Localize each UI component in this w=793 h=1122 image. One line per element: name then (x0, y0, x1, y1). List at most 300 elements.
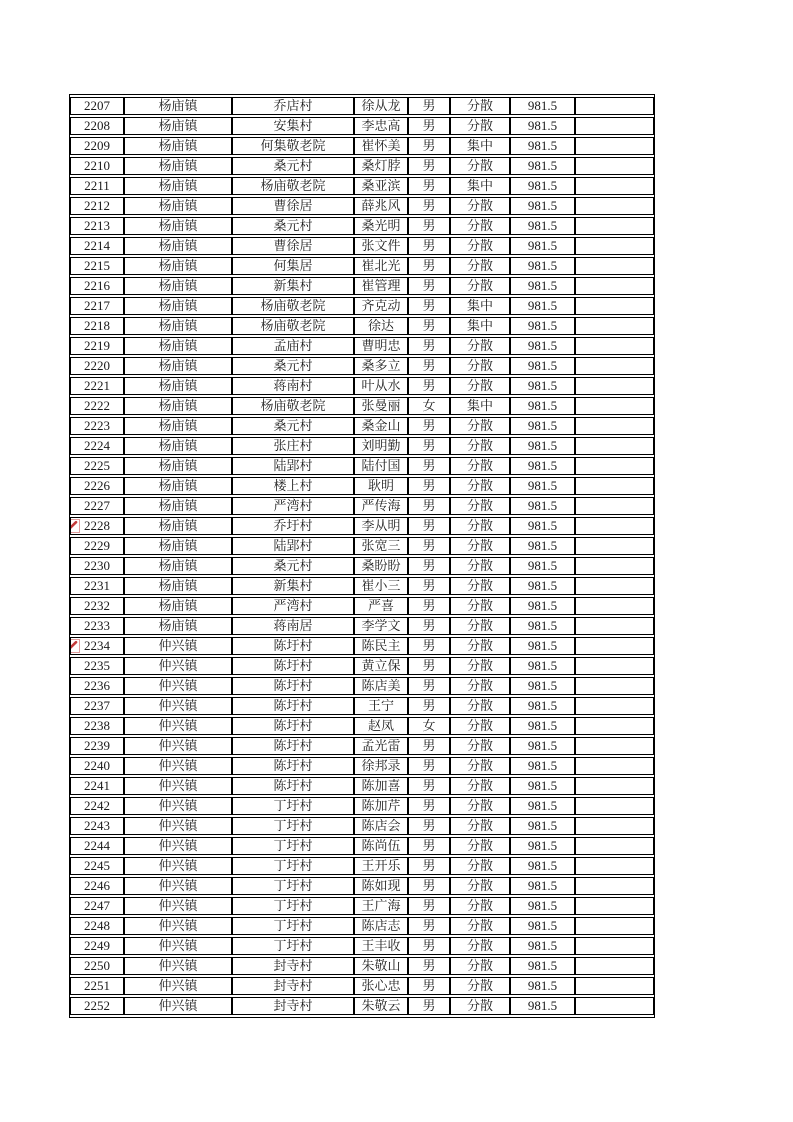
cell-name: 桑多立 (354, 357, 408, 375)
cell-method: 分散 (450, 697, 510, 715)
cell-gender: 男 (408, 377, 450, 395)
cell-town: 仲兴镇 (124, 657, 232, 675)
cell-gender: 男 (408, 157, 450, 175)
cell-village: 陈圩村 (232, 717, 354, 735)
cell-town: 杨庙镇 (124, 297, 232, 315)
cell-town: 杨庙镇 (124, 497, 232, 515)
cell-town: 杨庙镇 (124, 617, 232, 635)
cell-village: 陈圩村 (232, 637, 354, 655)
cell-note (575, 377, 654, 395)
cell-town: 杨庙镇 (124, 157, 232, 175)
cell-town: 杨庙镇 (124, 257, 232, 275)
cell-name: 耿明 (354, 477, 408, 495)
cell-note (575, 697, 654, 715)
table-row (70, 717, 654, 735)
cell-id: 2249 (70, 937, 124, 955)
table-row (70, 917, 654, 935)
cell-name: 齐克动 (354, 297, 408, 315)
cell-method: 分散 (450, 157, 510, 175)
cell-id: 2230 (70, 557, 124, 575)
cell-village: 丁圩村 (232, 857, 354, 875)
cell-note (575, 177, 654, 195)
cell-name: 徐邦录 (354, 757, 408, 775)
cell-name: 崔管理 (354, 277, 408, 295)
cell-gender: 男 (408, 197, 450, 215)
table-row (70, 277, 654, 295)
table-row (70, 317, 654, 335)
cell-amount: 981.5 (510, 197, 575, 215)
cell-town: 杨庙镇 (124, 117, 232, 135)
cell-town: 杨庙镇 (124, 197, 232, 215)
cell-gender: 男 (408, 837, 450, 855)
cell-town: 杨庙镇 (124, 477, 232, 495)
cell-name: 徐从龙 (354, 97, 408, 115)
cell-note (575, 577, 654, 595)
cell-gender: 男 (408, 297, 450, 315)
cell-village: 陆郢村 (232, 457, 354, 475)
cell-name: 赵凤 (354, 717, 408, 735)
cell-id: 2208 (70, 117, 124, 135)
cell-name: 陈店志 (354, 917, 408, 935)
table-row (70, 397, 654, 415)
cell-method: 分散 (450, 837, 510, 855)
cell-id: 2248 (70, 917, 124, 935)
cell-method: 分散 (450, 517, 510, 535)
cell-amount: 981.5 (510, 217, 575, 235)
cell-id: 2209 (70, 137, 124, 155)
cell-gender: 男 (408, 137, 450, 155)
cell-id: 2231 (70, 577, 124, 595)
cell-town: 杨庙镇 (124, 537, 232, 555)
cell-note (575, 637, 654, 655)
cell-village: 桑元村 (232, 217, 354, 235)
cell-village: 何集敬老院 (232, 137, 354, 155)
cell-gender: 女 (408, 717, 450, 735)
cell-amount: 981.5 (510, 597, 575, 615)
cell-id: 2242 (70, 797, 124, 815)
cell-note (575, 877, 654, 895)
cell-name: 崔怀美 (354, 137, 408, 155)
cell-gender: 男 (408, 797, 450, 815)
cell-method: 分散 (450, 617, 510, 635)
cell-name: 王宁 (354, 697, 408, 715)
table-row (70, 797, 654, 815)
cell-village: 丁圩村 (232, 937, 354, 955)
cell-name: 陈加喜 (354, 777, 408, 795)
cell-id: 2210 (70, 157, 124, 175)
cell-note (575, 477, 654, 495)
cell-gender: 男 (408, 577, 450, 595)
table-row (70, 957, 654, 975)
cell-gender: 男 (408, 457, 450, 475)
cell-gender: 男 (408, 677, 450, 695)
cell-method: 集中 (450, 317, 510, 335)
cell-gender: 男 (408, 117, 450, 135)
table-row (70, 537, 654, 555)
cell-village: 张庄村 (232, 437, 354, 455)
cell-town: 杨庙镇 (124, 237, 232, 255)
cell-id: 2233 (70, 617, 124, 635)
cell-method: 分散 (450, 777, 510, 795)
cell-village: 孟庙村 (232, 337, 354, 355)
cell-method: 分散 (450, 237, 510, 255)
table-row (70, 737, 654, 755)
cell-method: 分散 (450, 497, 510, 515)
cell-note (575, 97, 654, 115)
cell-name: 曹明忠 (354, 337, 408, 355)
cell-town: 仲兴镇 (124, 757, 232, 775)
cell-town: 仲兴镇 (124, 857, 232, 875)
cell-town: 仲兴镇 (124, 997, 232, 1015)
cell-town: 杨庙镇 (124, 137, 232, 155)
cell-note (575, 337, 654, 355)
cell-amount: 981.5 (510, 777, 575, 795)
cell-name: 陆付国 (354, 457, 408, 475)
cell-name: 张文件 (354, 237, 408, 255)
cell-method: 分散 (450, 457, 510, 475)
cell-name: 张宽三 (354, 537, 408, 555)
cell-note (575, 277, 654, 295)
cell-gender: 男 (408, 357, 450, 375)
cell-amount: 981.5 (510, 137, 575, 155)
cell-method: 分散 (450, 717, 510, 735)
cell-method: 分散 (450, 957, 510, 975)
cell-note (575, 457, 654, 475)
cell-note (575, 157, 654, 175)
cell-id: 2225 (70, 457, 124, 475)
table-row (70, 197, 654, 215)
cell-name: 王开乐 (354, 857, 408, 875)
cell-method: 分散 (450, 277, 510, 295)
cell-village: 封寺村 (232, 997, 354, 1015)
cell-village: 丁圩村 (232, 917, 354, 935)
cell-gender: 男 (408, 637, 450, 655)
cell-method: 分散 (450, 577, 510, 595)
cell-gender: 男 (408, 697, 450, 715)
cell-town: 杨庙镇 (124, 177, 232, 195)
table-row (70, 297, 654, 315)
cell-gender: 男 (408, 257, 450, 275)
cell-gender: 男 (408, 777, 450, 795)
cell-town: 杨庙镇 (124, 557, 232, 575)
cell-amount: 981.5 (510, 937, 575, 955)
cell-name: 陈加芹 (354, 797, 408, 815)
cell-id: 2236 (70, 677, 124, 695)
cell-village: 丁圩村 (232, 897, 354, 915)
cell-method: 分散 (450, 737, 510, 755)
cell-note (575, 837, 654, 855)
cell-id: 2244 (70, 837, 124, 855)
cell-village: 桑元村 (232, 417, 354, 435)
cell-note (575, 557, 654, 575)
cell-note (575, 717, 654, 735)
cell-note (575, 237, 654, 255)
cell-name: 严喜 (354, 597, 408, 615)
table-row (70, 377, 654, 395)
cell-note (575, 517, 654, 535)
cell-gender: 男 (408, 417, 450, 435)
cell-id: 2221 (70, 377, 124, 395)
cell-town: 仲兴镇 (124, 837, 232, 855)
cell-note (575, 117, 654, 135)
cell-gender: 男 (408, 957, 450, 975)
cell-note (575, 677, 654, 695)
cell-method: 分散 (450, 437, 510, 455)
cell-amount: 981.5 (510, 577, 575, 595)
cell-gender: 男 (408, 917, 450, 935)
table-row (70, 857, 654, 875)
cell-name: 薛兆风 (354, 197, 408, 215)
cell-name: 崔小三 (354, 577, 408, 595)
cell-id: 2240 (70, 757, 124, 775)
table-row (70, 977, 654, 995)
cell-id: 2214 (70, 237, 124, 255)
cell-id: 2227 (70, 497, 124, 515)
cell-method: 分散 (450, 637, 510, 655)
cell-gender: 男 (408, 557, 450, 575)
cell-amount: 981.5 (510, 177, 575, 195)
cell-method: 集中 (450, 137, 510, 155)
cell-amount: 981.5 (510, 357, 575, 375)
table-row (70, 417, 654, 435)
table-row (70, 157, 654, 175)
table-row (70, 617, 654, 635)
cell-village: 乔店村 (232, 97, 354, 115)
cell-amount: 981.5 (510, 337, 575, 355)
cell-town: 仲兴镇 (124, 717, 232, 735)
table-row (70, 237, 654, 255)
cell-method: 分散 (450, 937, 510, 955)
cell-method: 分散 (450, 597, 510, 615)
table-row (70, 517, 654, 535)
cell-note (575, 897, 654, 915)
cell-method: 分散 (450, 657, 510, 675)
cell-note (575, 937, 654, 955)
table-row (70, 177, 654, 195)
table-row (70, 877, 654, 895)
cell-id: 2238 (70, 717, 124, 735)
cell-method: 分散 (450, 337, 510, 355)
cell-name: 王丰收 (354, 937, 408, 955)
table-row (70, 777, 654, 795)
cell-name: 王广海 (354, 897, 408, 915)
cell-village: 丁圩村 (232, 877, 354, 895)
cell-id: 2224 (70, 437, 124, 455)
cell-town: 仲兴镇 (124, 977, 232, 995)
cell-name: 严传海 (354, 497, 408, 515)
cell-note (575, 597, 654, 615)
cell-village: 丁圩村 (232, 797, 354, 815)
table-row (70, 337, 654, 355)
cell-note (575, 617, 654, 635)
cell-method: 分散 (450, 877, 510, 895)
cell-town: 仲兴镇 (124, 677, 232, 695)
cell-gender: 男 (408, 477, 450, 495)
cell-name: 张心忠 (354, 977, 408, 995)
cell-amount: 981.5 (510, 837, 575, 855)
cell-town: 杨庙镇 (124, 397, 232, 415)
cell-town: 仲兴镇 (124, 737, 232, 755)
cell-village: 杨庙敬老院 (232, 177, 354, 195)
cell-amount: 981.5 (510, 697, 575, 715)
cell-method: 分散 (450, 377, 510, 395)
cell-gender: 男 (408, 737, 450, 755)
cell-town: 杨庙镇 (124, 97, 232, 115)
cell-town: 杨庙镇 (124, 597, 232, 615)
cell-method: 分散 (450, 417, 510, 435)
cell-amount: 981.5 (510, 677, 575, 695)
cell-village: 乔圩村 (232, 517, 354, 535)
cell-amount: 981.5 (510, 257, 575, 275)
cell-village: 杨庙敬老院 (232, 297, 354, 315)
table-row (70, 257, 654, 275)
cell-name: 刘明勤 (354, 437, 408, 455)
cell-name: 陈店会 (354, 817, 408, 835)
cell-gender: 男 (408, 937, 450, 955)
table-row (70, 137, 654, 155)
cell-town: 杨庙镇 (124, 357, 232, 375)
cell-town: 杨庙镇 (124, 517, 232, 535)
cell-name: 崔北光 (354, 257, 408, 275)
cell-method: 分散 (450, 997, 510, 1015)
cell-village: 蒋南居 (232, 617, 354, 635)
cell-amount: 981.5 (510, 617, 575, 635)
cell-gender: 男 (408, 497, 450, 515)
cell-id: 2247 (70, 897, 124, 915)
cell-gender: 男 (408, 177, 450, 195)
table-body (70, 97, 654, 1015)
table-row (70, 117, 654, 135)
cell-name: 徐达 (354, 317, 408, 335)
cell-village: 陈圩村 (232, 757, 354, 775)
cell-amount: 981.5 (510, 237, 575, 255)
cell-note (575, 297, 654, 315)
cell-village: 陈圩村 (232, 697, 354, 715)
cell-amount: 981.5 (510, 97, 575, 115)
cell-note (575, 977, 654, 995)
cell-gender: 男 (408, 617, 450, 635)
cell-name: 陈店美 (354, 677, 408, 695)
cell-method: 分散 (450, 257, 510, 275)
cell-name: 桑金山 (354, 417, 408, 435)
table-row (70, 937, 654, 955)
cell-note (575, 657, 654, 675)
cell-id: 2245 (70, 857, 124, 875)
cell-note (575, 137, 654, 155)
cell-id: 2226 (70, 477, 124, 495)
cell-id: 2219 (70, 337, 124, 355)
cell-gender: 男 (408, 997, 450, 1015)
cell-amount: 981.5 (510, 457, 575, 475)
cell-note (575, 437, 654, 455)
spreadsheet-page (69, 94, 655, 1018)
cell-id: 2215 (70, 257, 124, 275)
cell-gender: 男 (408, 237, 450, 255)
cell-id: 2250 (70, 957, 124, 975)
table-row (70, 557, 654, 575)
cell-id: 2234 (70, 637, 124, 655)
cell-name: 孟光雷 (354, 737, 408, 755)
cell-gender: 男 (408, 437, 450, 455)
cell-method: 分散 (450, 357, 510, 375)
cell-gender: 男 (408, 537, 450, 555)
cell-town: 杨庙镇 (124, 437, 232, 455)
cell-id: 2241 (70, 777, 124, 795)
cell-method: 分散 (450, 217, 510, 235)
cell-town: 仲兴镇 (124, 817, 232, 835)
cell-gender: 男 (408, 757, 450, 775)
cell-village: 何集居 (232, 257, 354, 275)
cell-name: 桑光明 (354, 217, 408, 235)
cell-note (575, 957, 654, 975)
cell-village: 楼上村 (232, 477, 354, 495)
cell-amount: 981.5 (510, 997, 575, 1015)
cell-village: 曹徐居 (232, 197, 354, 215)
cell-note (575, 757, 654, 775)
table-row (70, 637, 654, 655)
cell-method: 分散 (450, 797, 510, 815)
table-row (70, 677, 654, 695)
cell-name: 桑盼盼 (354, 557, 408, 575)
cell-method: 分散 (450, 897, 510, 915)
cell-id: 2217 (70, 297, 124, 315)
cell-note (575, 357, 654, 375)
cell-amount: 981.5 (510, 797, 575, 815)
cell-note (575, 257, 654, 275)
cell-id: 2243 (70, 817, 124, 835)
cell-amount: 981.5 (510, 417, 575, 435)
cell-id: 2252 (70, 997, 124, 1015)
cell-town: 仲兴镇 (124, 897, 232, 915)
cell-name: 陈民主 (354, 637, 408, 655)
cell-id: 2239 (70, 737, 124, 755)
cell-village: 曹徐居 (232, 237, 354, 255)
table-row (70, 997, 654, 1015)
cell-amount: 981.5 (510, 657, 575, 675)
cell-note (575, 817, 654, 835)
red-pen-marker-icon (70, 519, 80, 533)
cell-village: 陈圩村 (232, 737, 354, 755)
cell-village: 封寺村 (232, 977, 354, 995)
cell-town: 仲兴镇 (124, 877, 232, 895)
cell-amount: 981.5 (510, 817, 575, 835)
cell-village: 桑元村 (232, 157, 354, 175)
cell-village: 桑元村 (232, 557, 354, 575)
cell-name: 陈如现 (354, 877, 408, 895)
cell-note (575, 317, 654, 335)
cell-id: 2218 (70, 317, 124, 335)
cell-village: 安集村 (232, 117, 354, 135)
table-row (70, 897, 654, 915)
table-row (70, 597, 654, 615)
cell-name: 李忠高 (354, 117, 408, 135)
cell-amount: 981.5 (510, 977, 575, 995)
cell-gender: 男 (408, 317, 450, 335)
cell-id: 2223 (70, 417, 124, 435)
cell-amount: 981.5 (510, 737, 575, 755)
cell-name: 黄立保 (354, 657, 408, 675)
cell-amount: 981.5 (510, 517, 575, 535)
cell-gender: 男 (408, 97, 450, 115)
cell-village: 杨庙敬老院 (232, 317, 354, 335)
cell-method: 分散 (450, 757, 510, 775)
cell-note (575, 497, 654, 515)
cell-method: 集中 (450, 177, 510, 195)
cell-amount: 981.5 (510, 117, 575, 135)
cell-village: 陈圩村 (232, 677, 354, 695)
cell-id: 2229 (70, 537, 124, 555)
cell-note (575, 797, 654, 815)
